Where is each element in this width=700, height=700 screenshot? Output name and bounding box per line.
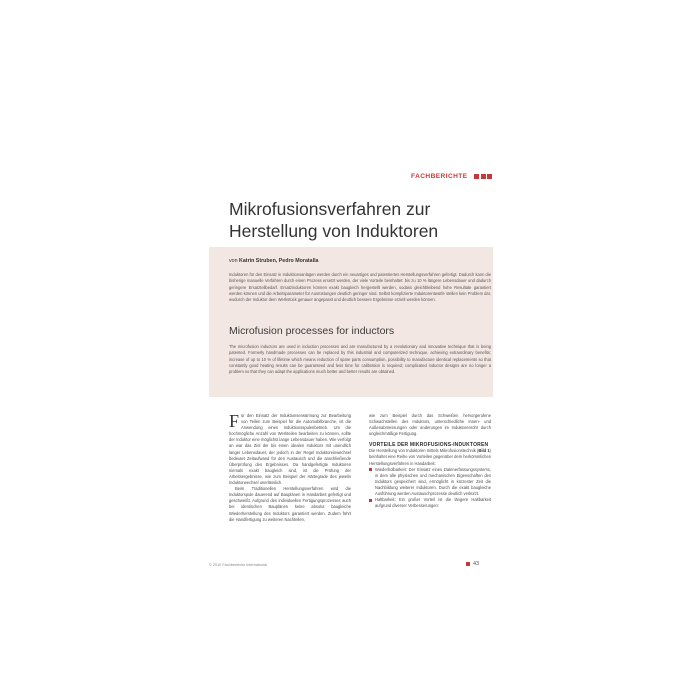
- advantages-list: [369, 467, 491, 510]
- footer-page-number: [466, 561, 479, 567]
- article-title-line-2: Herstellung von Induktoren: [229, 221, 439, 241]
- author-prefix: von: [229, 258, 238, 264]
- english-abstract-heading: Microfusion processes for inductors: [229, 325, 395, 337]
- body-paragraph: Beim Traditionellen Herstellungsverfahren wird die Induktorspule dauerend auf Bauplänen in Handarbeit gefertigt und geschweißt. Aufgrund des individuellen Fertigungsprozesses auch bei identischen Bauplänen keine absolut baugleiche Wiederherstellung des Induktors garantiert werden. Zudem führt die Handfertigung zu weiteren Nachteilen,: [229, 486, 351, 522]
- body-column-left: [229, 413, 351, 523]
- drop-cap: F: [229, 411, 240, 431]
- body-text: ür den Einsatz der Induktionserwärmung zur Bearbeitung von Teilen zum Beispiel für die Automobilbranche, ist die Anwendung eines Induktionsspulenbetrieb. Um die hochmögliche Anzahl von Werkteilen bearbeiten zu können, sollte der Induktor eine möglichst lange Lebensdauer haben. Wie verfolgt an war das Ziel der bis einen idealen Induktors mit unendlich langer Lebensdauer, der jedoch in der Regel Induktoreinwechsel bedeutet Zeitaufwand für den Austausch und die anschließende Überprüfung des Ergebnisses. Da handgefertigte Induktoren niemals exakt baugleich sind, ist die Prüfung der Arbeitsergebnisse, wie zum Beispiel der Härtegrade des jeweils Induktorwechsel unerlässlich.: [229, 413, 351, 486]
- body-paragraph: [229, 413, 351, 486]
- abstract-german: Induktoren für den Einsatz in Induktionsanlagen werden durch ein neuartiges und patentiertes Herstellungsverfahren gefertigt. Dadurch kann die bisherige manuelle Verfahren durch einen Prozess ersetzt werden, der viele Vorteile beinhaltet: bis zu 10 % längere Lebensdauer und dadurch geringere Ersatzteilbedarf. Ersatzinduktoren können exakt baugleich hergestellt werden, sodass gleichbleibend hohe Resultate garantiert werden können und die Arbeitsparameter für Ausrüstungen deutlich geringer sind. Selbst komplizierte Induktorentwürfe stellen kein Problem dar, wodurch der Induktor dem Werkstück genauer angepasst und deutlich bessere Ergebnisse erzielt werden können.: [229, 272, 491, 303]
- accent-square-icon: [474, 174, 479, 179]
- body-paragraph: [369, 448, 491, 466]
- article-title-line-1: Mikrofusionsverfahren zur: [229, 199, 431, 219]
- section-tag: [406, 170, 492, 182]
- article-title: [229, 198, 509, 242]
- author-names: Katrin Struben, Pedro Moratalla: [239, 258, 319, 264]
- accent-square-icon: [487, 174, 492, 179]
- page-marker-icon: [466, 562, 470, 566]
- page-number: 43: [473, 561, 480, 567]
- section-subheading: VORTEILE DER MIKROFUSIONS-INDUKTOREN: [369, 442, 489, 449]
- footer-copyright: © 2010 Fachbereiche international: [209, 563, 268, 567]
- body-text: ) beinhaltet eine Reihe von Vorteilen gegenüber dem herkömmlichen Herstellungsverfahren in Handarbeit:: [369, 448, 491, 466]
- body-column-right: [369, 413, 491, 509]
- body-paragraph: wie zum Beispiel durch das Schweißen hervorgerufene Schwachstellen des Induktors, unterschiedliche Innen- und Außenabmessungen oder anderungen im Induktorenrohr durch ungleichmäßige Fertigung.: [369, 413, 491, 437]
- abstract-english: The microfusion inductors are used in induction processes and are manufactured by a revolutionary and innovative technique that is being patented. Formerly handmade processes can be replaced by this industrial and computerized technique, achieving extraordinary benefits: increase of up to 10 % of lifetime which means reduction of spare parts consumption, possibility to manufacture identical replacements so that constantly good heating results can be guaranteed and less time for calibration is required; complicated inductor designs are no longer a problem so that they can adapt the applications much better and better results are obtained.: [229, 344, 491, 375]
- section-label: FACHBERICHTE: [411, 172, 468, 180]
- figure-reference: Bild 1: [478, 448, 490, 454]
- list-item: Haltbarkeit: Ein großer Vorteil ist die längere Haltbarkeit aufgrund diverser Verbesserungen:: [369, 497, 491, 509]
- author-line: [229, 258, 489, 264]
- body-text: Die Herstellung von Induktoren mittels Mikrofusionstechnik (: [369, 448, 479, 454]
- list-item: Wiederholbarkeit: Der Einsatz eines Datenerfassungssystems, in dem alle physischen und mechanischen Eigenschaften des Induktors gespeichert sind, ermöglicht in kürzester Zeit die Nachbildung weiterer Induktoren. Durch die exakt baugleiche Ausführung werden Austauschprozesse deutlich verkürzt.: [369, 467, 491, 497]
- accent-square-icon: [481, 174, 486, 179]
